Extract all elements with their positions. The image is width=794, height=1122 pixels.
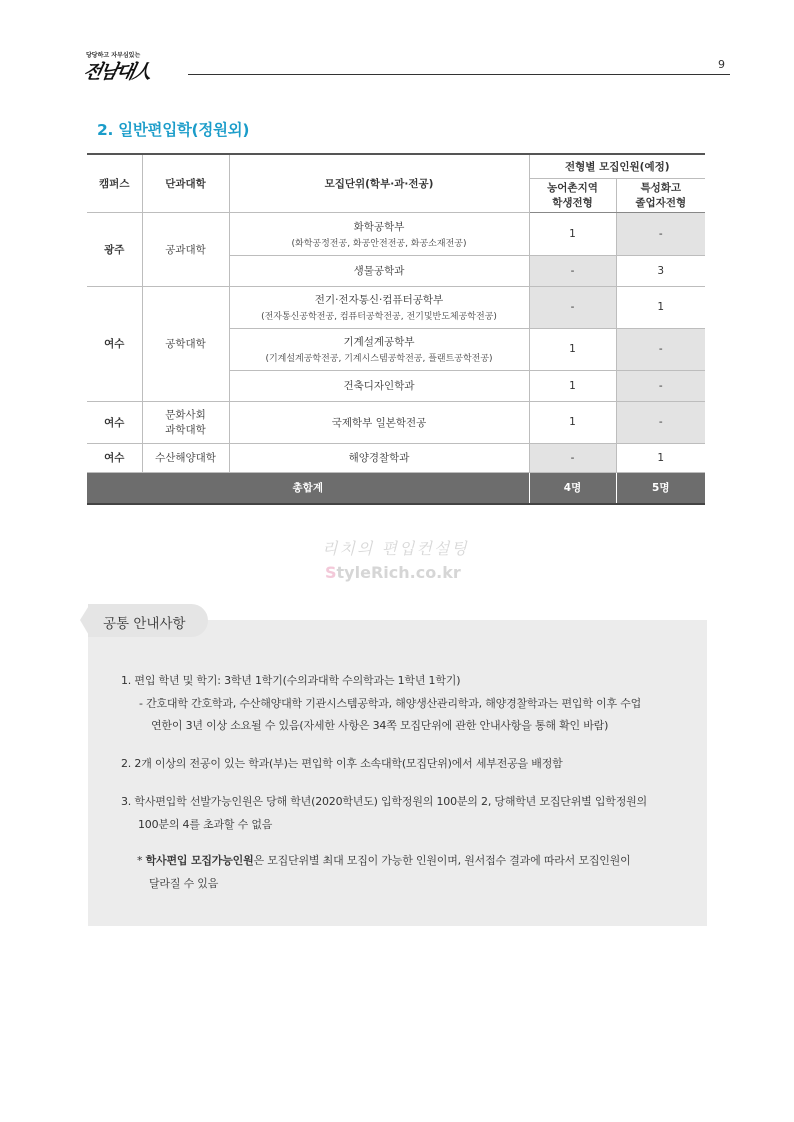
header-unit: 모집단위(학부·과·전공)	[229, 154, 529, 212]
college-cell: 공과대학	[142, 212, 229, 286]
campus-cell: 여수	[87, 443, 142, 472]
unit-cell: 기계설계공학부 (기계설계공학전공, 기계시스템공학전공, 플랜트공학전공)	[229, 328, 529, 370]
quota-cell: -	[616, 328, 705, 370]
notice-item-3-cont: 100분의 4를 초과할 수 없음	[138, 818, 273, 831]
total-rural: 4명	[529, 472, 616, 504]
logo: 전남대人	[81, 61, 153, 83]
quota-cell: -	[616, 370, 705, 401]
unit-cell: 해양경찰학과	[229, 443, 529, 472]
quota-cell: -	[529, 286, 616, 328]
notice-item-3: 3. 학사편입학 선발가능인원은 당해 학년(2020학년도) 입학정원의 100분의 2, 당해학년 모집단위별 입학정원의	[121, 795, 647, 808]
unit-cell: 건축디자인학과	[229, 370, 529, 401]
notice-note: * 학사편입 모집가능인원은 모집단위별 최대 모집이 가능한 인원이며, 원서접수 결과에 따라서 모집인원이	[137, 854, 631, 867]
total-row	[87, 472, 705, 504]
unit-cell: 국제학부 일본학전공	[229, 401, 529, 443]
college-cell: 수산해양대학	[142, 443, 229, 472]
section-title: 2. 일반편입학(정원외)	[97, 121, 250, 139]
quota-cell: -	[529, 255, 616, 286]
quota-cell: 1	[616, 443, 705, 472]
unit-cell: 화학공학부 (화학공정전공, 화공안전전공, 화공소재전공)	[229, 212, 529, 255]
table-row	[87, 212, 705, 255]
recruitment-table	[87, 153, 705, 505]
quota-cell: -	[616, 212, 705, 255]
college-cell: 문화사회 과학대학	[142, 401, 229, 443]
logo-subtitle: 당당하고 자부심있는	[86, 52, 141, 59]
notice-item-1: 1. 편입 학년 및 학기: 3학년 1학기(수의과대학 수의학과는 1학년 1학기)	[121, 674, 461, 687]
page-number: 9	[718, 58, 725, 71]
unit-cell: 생물공학과	[229, 255, 529, 286]
quota-cell: -	[529, 443, 616, 472]
unit-cell: 전기·전자통신·컴퓨터공학부 (전자통신공학전공, 컴퓨터공학전공, 전기및반도체공학전공)	[229, 286, 529, 328]
header-college: 단과대학	[142, 154, 229, 212]
table-row	[87, 286, 705, 328]
table-row	[87, 401, 705, 443]
notice-title: 공통 안내사항	[103, 616, 186, 632]
campus-cell: 여수	[87, 401, 142, 443]
quota-cell: 1	[529, 328, 616, 370]
total-vocational: 5명	[616, 472, 705, 504]
quota-cell: 3	[616, 255, 705, 286]
campus-cell: 광주	[87, 212, 142, 286]
watermark-text: 리치의 편입컨설팅	[322, 539, 469, 558]
quota-cell: 1	[529, 212, 616, 255]
header-rural-track: 농어촌지역 학생전형	[529, 178, 616, 212]
notice-item-2: 2. 2개 이상의 전공이 있는 학과(부)는 편입학 이후 소속대학(모집단위)에서 세부전공을 배정함	[121, 757, 563, 770]
header-quota-group: 전형별 모집인원(예정)	[529, 154, 705, 178]
watermark-url: StyleRich.co.kr	[325, 563, 461, 582]
notice-item-1-detail: - 간호대학 간호학과, 수산해양대학 기관시스템공학과, 해양생산관리학과, 해양경찰학과는 편입학 이후 수업	[139, 697, 642, 710]
notice-note-cont: 달라질 수 있음	[149, 877, 219, 890]
header-divider	[188, 74, 730, 75]
header-campus: 캠퍼스	[87, 154, 142, 212]
quota-cell: 1	[616, 286, 705, 328]
college-cell: 공학대학	[142, 286, 229, 401]
total-label: 총합계	[87, 472, 529, 504]
header-vocational-track: 특성화고 졸업자전형	[616, 178, 705, 212]
quota-cell: 1	[529, 370, 616, 401]
quota-cell: 1	[529, 401, 616, 443]
quota-cell: -	[616, 401, 705, 443]
table-row	[87, 443, 705, 472]
notice-item-1-detail-cont: 연한이 3년 이상 소요될 수 있음(자세한 사항은 34쪽 모집단위에 관한 안내사항을 통해 확인 바람)	[151, 719, 609, 732]
campus-cell: 여수	[87, 286, 142, 401]
